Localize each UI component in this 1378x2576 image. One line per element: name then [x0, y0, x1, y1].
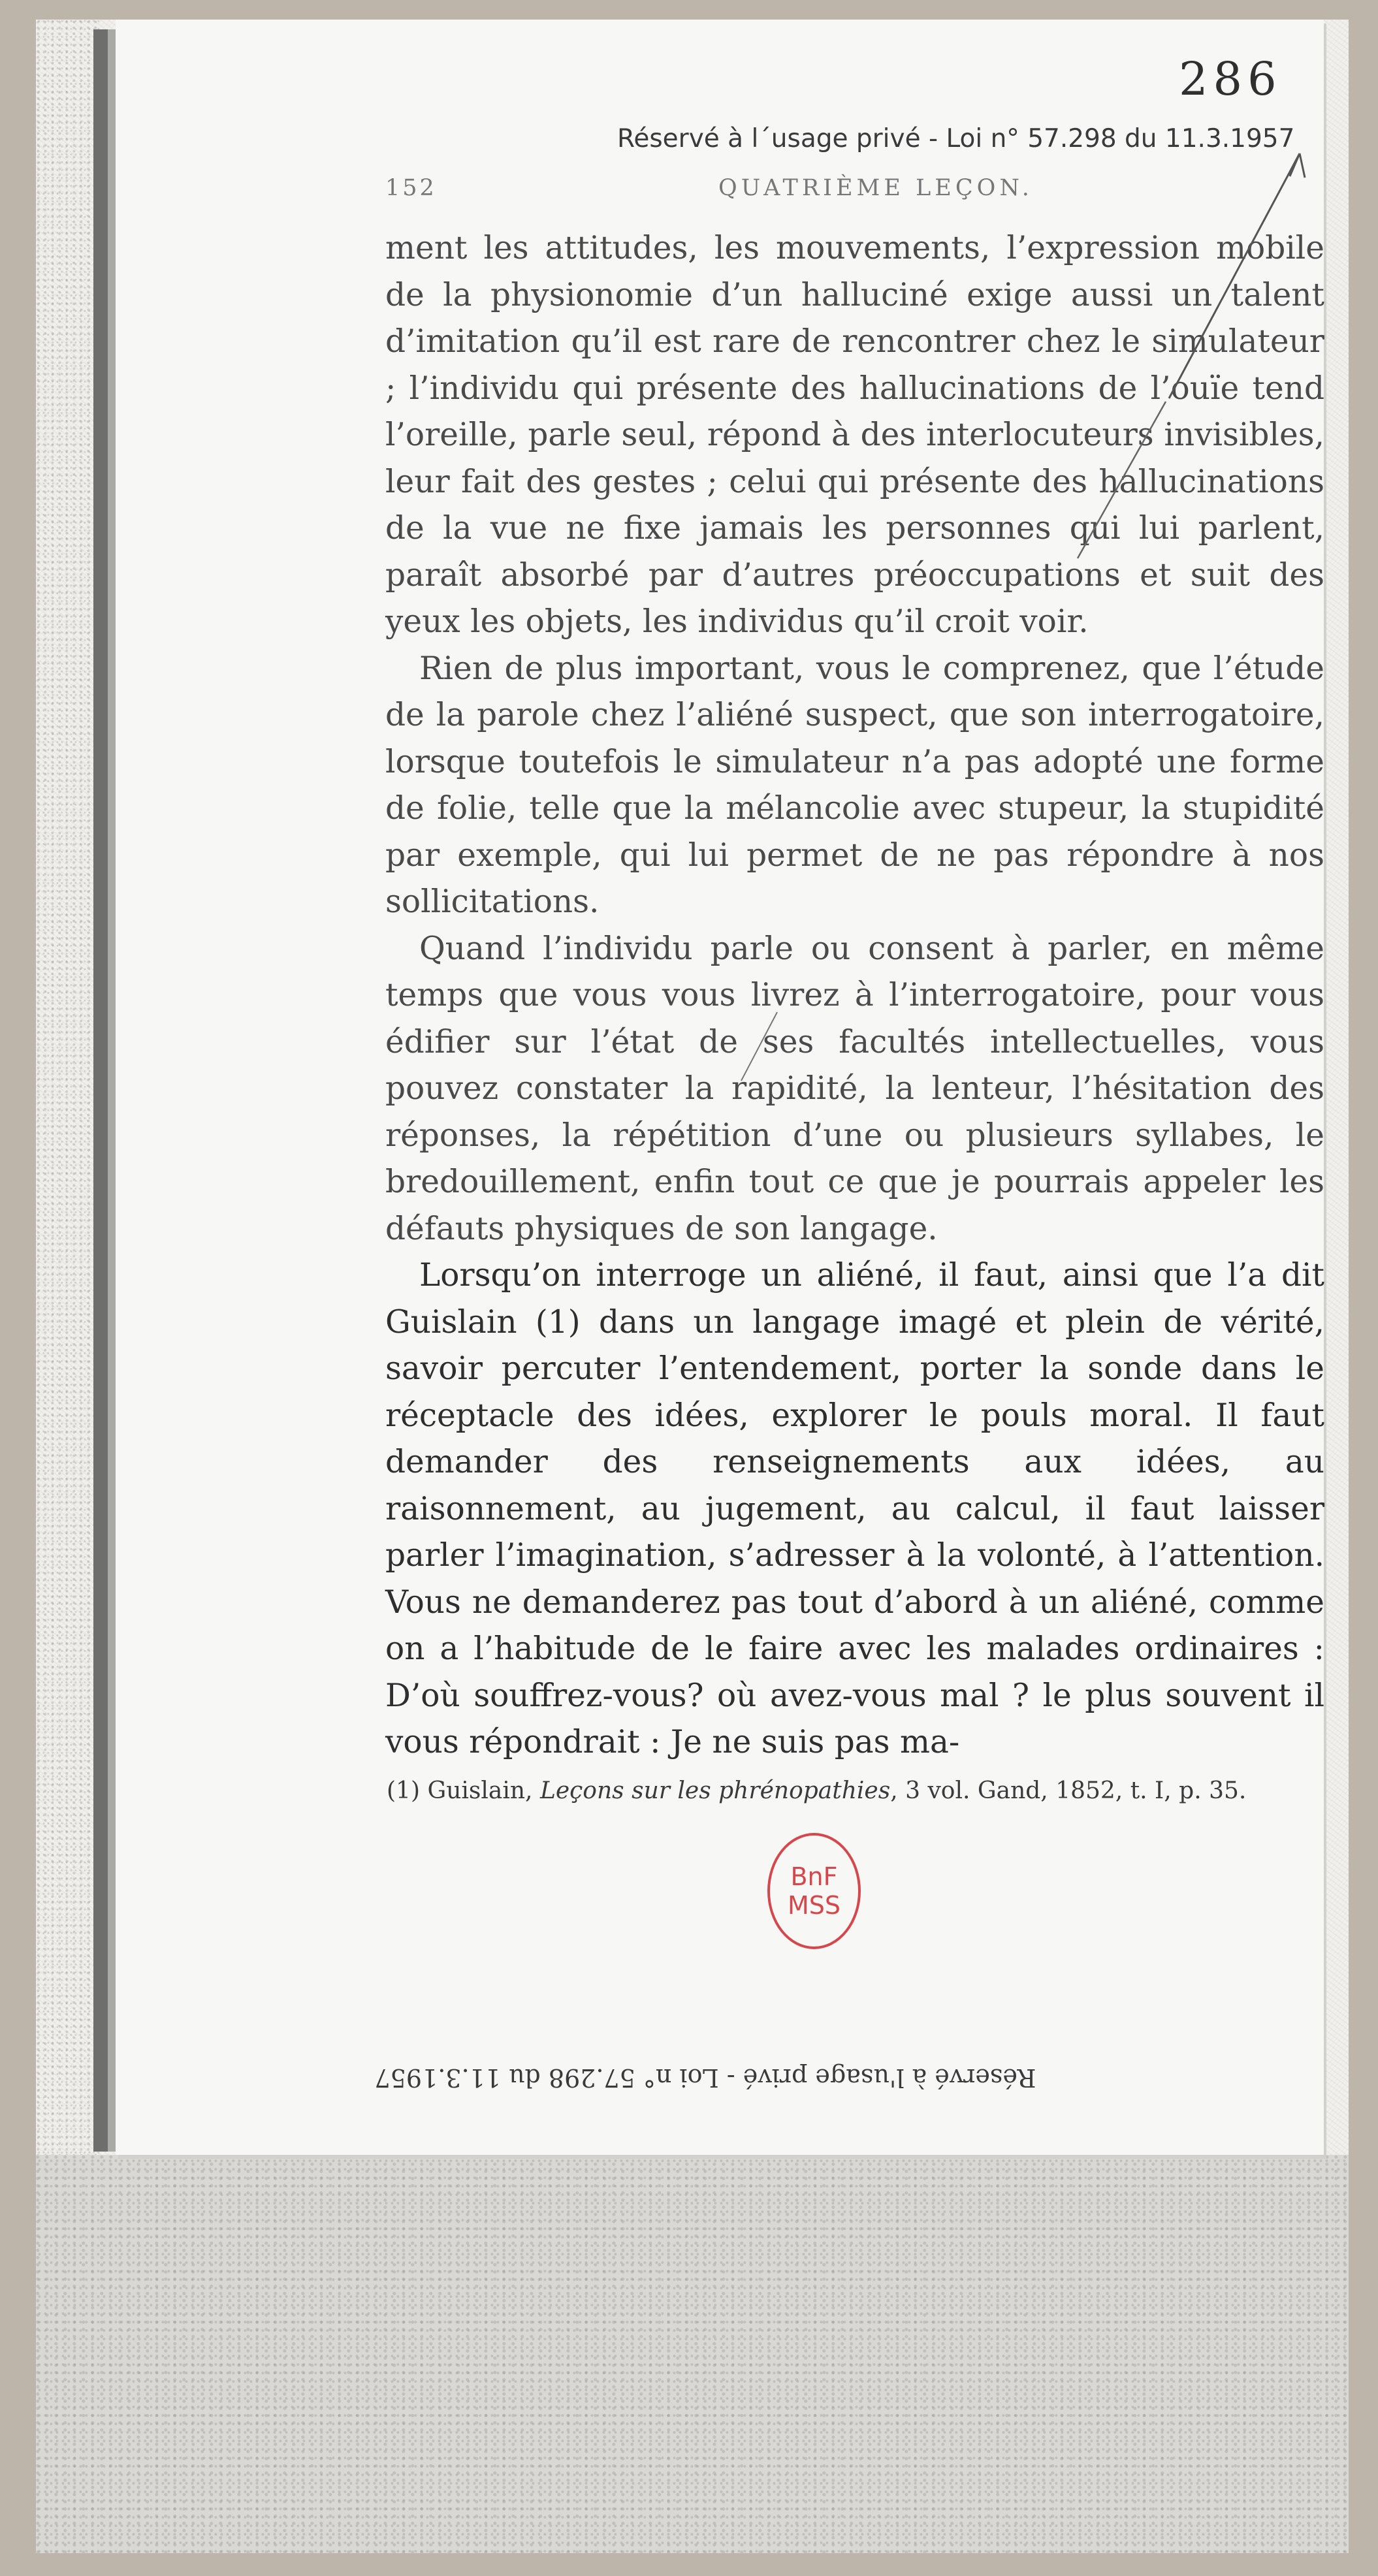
footnote-prefix: (1) Guislain,	[387, 1777, 540, 1804]
binding-strip-light	[108, 29, 116, 2152]
paragraph-1: ment les attitudes, les mouvements, l’expression mobile de la physionomie d’un halluciné exige aussi un talent d’imitation qu’il est rare de rencontrer chez le simulateur ; l’individu qui présente des hallucinations de l’ouïe tend l’oreille, parle seul, répond à des interlocuteurs invisibles, leur fait des gestes ; celui qui présente des hallucinations de la vue ne fixe jamais les personnes qui lui parlent, paraît absorbé par d’autres préoccupations et suit des yeux les objets, les individus qu’il croit voir.	[385, 230, 1324, 640]
paragraph-4: Lorsqu’on interroge un aliéné, il faut, ainsi que l’a dit Guislain (1) dans un langage imagé et plein de vérité, savoir percuter l’entendement, porter la sonde dans le réceptacle des idées, explorer le pouls moral. Il faut demander des renseignements aux idées, au raisonnement, au jugement, au calcul, il faut laisser parler l’imagination, s’adresser à la volonté, à l’attention. Vous ne demanderez pas tout d’abord à un aliéné, comme on a l’habitude de le faire avec les malades ordinaires : D’où souffrez-vous? où avez-vous mal ? le plus souvent il vous répondrait : Je ne suis pas ma-	[385, 1257, 1324, 1760]
bnf-library-stamp	[767, 1833, 861, 1949]
mount-lower-area	[36, 2155, 1349, 2553]
page-number: 152	[385, 175, 437, 201]
binding-strip-dark	[93, 29, 108, 2152]
bnf-stamp-line1: BnF	[790, 1862, 838, 1891]
paragraph-3: Quand l’individu parle ou consent à parler, en même temps que vous vous livrez à l’interrogatoire, pour vous édifier sur l’état de ses facultés intellectuelles, vous pouvez constater la rapidité, la lenteur, l’hésitation des réponses, la répétition d’une ou plusieurs syllabes, le bredouillement, enfin tout ce que je pourrais appeler les défauts physiques de son langage.	[385, 930, 1324, 1247]
bnf-stamp-line2: MSS	[787, 1891, 841, 1920]
folio-number: 286	[1179, 52, 1282, 106]
chapter-title: QUATRIÈME LEÇON.	[718, 175, 1033, 201]
footnote-suffix: , 3 vol. Gand, 1852, t. I, p. 35.	[890, 1777, 1247, 1804]
top-usage-stamp: Réservé à l´usage privé - Loi n° 57.298 du 11.3.1957	[617, 124, 1295, 153]
footnote	[387, 1777, 1246, 1804]
mount-left-margin	[36, 20, 101, 2155]
body-text	[385, 225, 1324, 1766]
running-head	[385, 175, 1326, 214]
paragraph-2: Rien de plus important, vous le comprenez, que l’étude de la parole chez l’aliéné suspect, que son interrogatoire, lorsque toutefois le simulateur n’a pas adopté une forme de folie, telle que la mélancolie avec stupeur, la stupidité par exemple, qui lui permet de ne pas répondre à nos sollicitations.	[385, 650, 1324, 920]
bottom-usage-stamp-inverted: Réservé à l'usage privé - Loi n° 57.298 du 11.3.1957	[374, 2063, 1036, 2092]
footnote-title: Leçons sur les phrénopathies	[539, 1777, 891, 1804]
